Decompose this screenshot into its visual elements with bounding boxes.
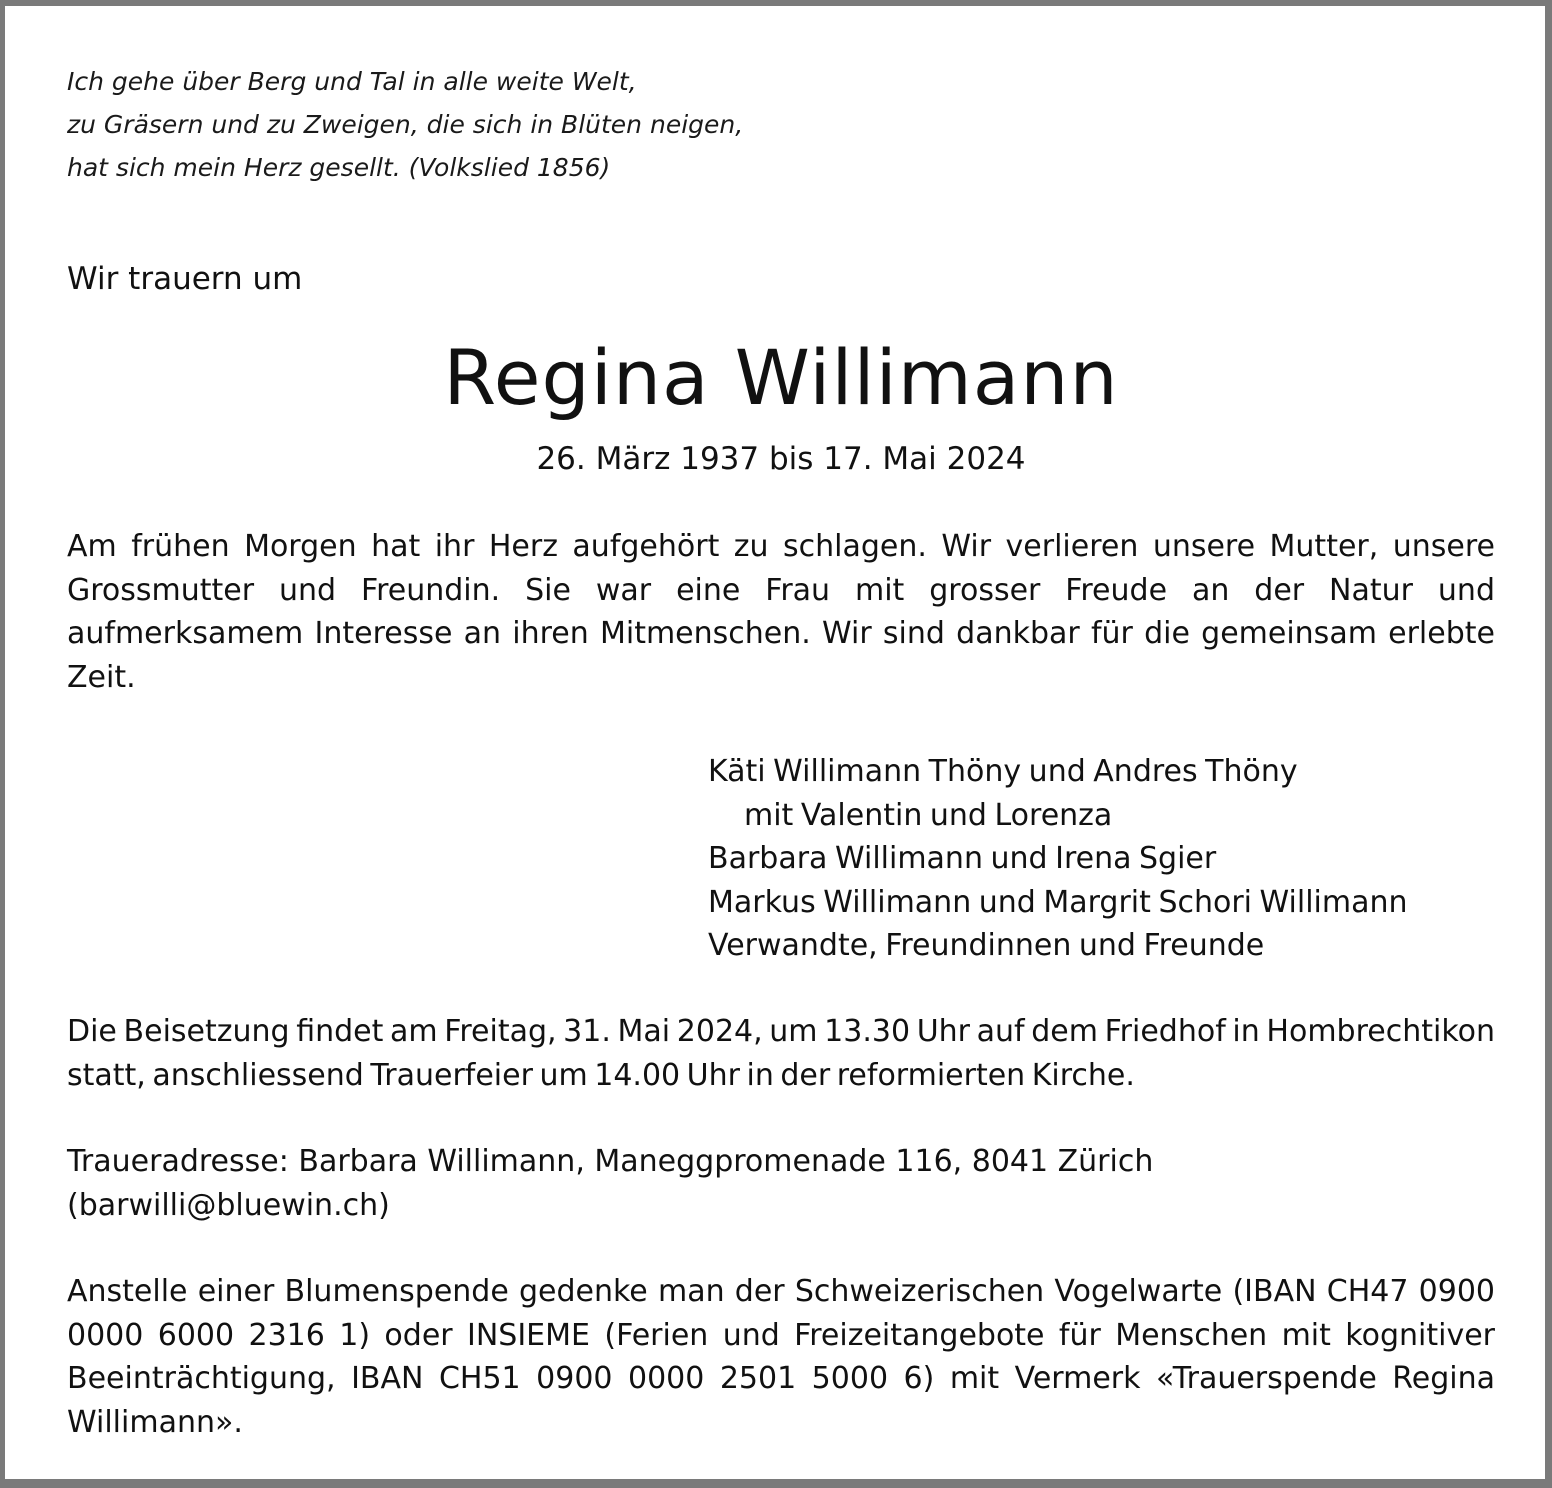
life-dates: 26. März 1937 bis 17. Mai 2024 [536, 441, 1026, 477]
mourners-list [708, 750, 1508, 968]
mourner-line: Verwandte, Freundinnen und Freunde [708, 928, 1265, 963]
burial-paragraph: Die Beisetzung findet am Freitag, 31. Mai 2024, um 13.30 Uhr auf dem Friedhof in Hombrechtikon statt, anschliessend Trauerfeier um 14.00 Uhr in der reformierten Kirche. [67, 1014, 1495, 1093]
mourning-address [67, 1140, 1495, 1227]
motto-line: Ich gehe über Berg und Tal in alle weite Welt, [67, 67, 637, 96]
address-line: Traueradresse: Barbara Willimann, Maneggpromenade 116, 8041 Zürich [67, 1144, 1154, 1179]
donation-paragraph: Anstelle einer Blumenspende gedenke man der Schweizerischen Vogelwarte (IBAN CH47 0900 0000 6000 2316 1) oder INSIEME (Ferien und Freizeitangebote für Menschen mit kognitiver Beeinträchtigung, IBAN CH51 0900 0000 2501 5000 6) mit Vermerk «Trauerspende Regina Willimann». [67, 1274, 1495, 1440]
mourner-line: Käti Willimann Thöny und Andres Thöny [708, 754, 1298, 789]
mourner-line: Barbara Willimann und Irena Sgier [708, 841, 1217, 876]
mourner-line: Markus Willimann und Margrit Schori Willimann [708, 884, 1408, 920]
mourner-line: mit Valentin und Lorenza [744, 797, 1113, 833]
motto-verse [67, 60, 967, 189]
motto-line: zu Gräsern und zu Zweigen, die sich in Blüten neigen, [67, 110, 744, 139]
address-email: (barwilli@bluewin.ch) [67, 1187, 390, 1223]
obituary-paragraph: Am frühen Morgen hat ihr Herz aufgehört zu schlagen. Wir verlieren unsere Mutter, unsere Grossmutter und Freundin. Sie war eine Frau mit grosser Freude an der Natur und aufmerksamem Interesse an ihren Mitmenschen. Wir sind dankbar für die gemeinsam erlebte Zeit. [67, 529, 1495, 695]
deceased-name: Regina Willimann [443, 333, 1119, 422]
intro-text: Wir trauern um [67, 261, 303, 297]
motto-line: hat sich mein Herz gesellt. (Volkslied 1856) [67, 153, 611, 182]
